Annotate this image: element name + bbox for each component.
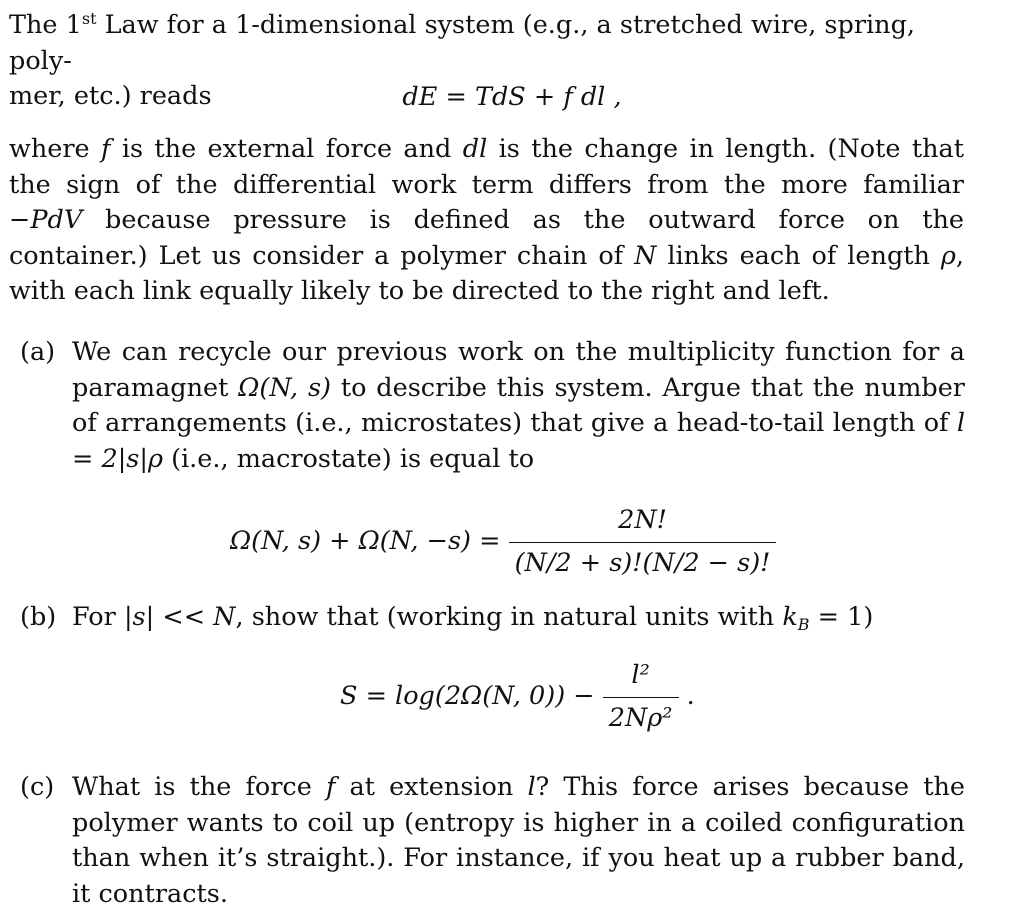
description-paragraph: where f is the external force and dl is the change in length. (Note that the sign of the differential work term differs from the more familiar −PdV because pressure is defined as the outward force on the container.) Let us consider a polymer chain of N links each of length ρ, with each link equally likely to be directed to the right and left. [9,134,964,306]
intro-text-1b: Law for a 1-dimensional system (e.g., a stretched wire, spring, poly- [9,10,916,76]
entropy-eq-tail: . [686,681,695,711]
part-c-label: (c) [20,772,55,802]
entropy-equation [340,658,695,736]
part-a [20,335,965,477]
multiplicity-eq-lhs: Ω(N, s) + Ω(N, −s) = [230,526,501,556]
symbol-n: N [634,240,657,271]
part-b-text: For |s| << N, show that (working in natural units with $k_B = 1$) [72,602,874,634]
symbol-s-ll-n: |s| << N [123,602,236,632]
multiplicity-numerator: 2N! [509,503,777,543]
part-b-label: (b) [20,602,57,632]
symbol-f-c: f [325,772,336,802]
multiplicity-equation [230,503,776,581]
part-c [20,770,965,912]
entropy-fraction [603,658,679,736]
multiplicity-fraction [509,503,777,581]
part-a-label: (a) [20,337,56,367]
part-b [20,600,965,636]
entropy-denominator: 2Nρ² [608,702,673,733]
symbol-kb: k [782,602,798,632]
symbol-kb-sub: B [797,615,810,634]
symbol-f: f [101,134,111,164]
symbol-rho: ρ [940,240,956,271]
first-law-equation: dE = TdS + f dl , [402,82,622,112]
symbol-dl: dl [462,134,488,164]
symbol-kb-eq: = 1 [809,602,864,632]
symbol-omega-ns: Ω(N, s) [238,372,331,403]
intro-text-1a: The 1 [9,10,82,40]
intro-superscript: st [81,9,97,28]
part-c-text: What is the force f at extension l? This force arises because the polymer wants to coil up (entropy is higher in a coiled configuration than when it’s straight.). For instance, if you heat up a rubber band, it contracts. [72,772,965,909]
part-a-text: We can recycle our previous work on the multiplicity function for a paramagnet Ω(N, s) to describe this system. Argue that the number of arrangements (i.e., microstates) that give a head-to-tail length of l = 2|s|ρ (i.e., macrostate) is equal to [72,337,965,474]
symbol-l: l [527,772,536,802]
entropy-numerator: l² [603,658,679,698]
symbol-l-eq: l = 2|s|ρ [72,408,965,474]
multiplicity-denominator: (N/2 + s)!(N/2 − s)! [514,547,771,578]
symbol-pdv: −PdV [9,205,83,235]
entropy-eq-lhs: S = log(2Ω(N, 0)) − [340,681,595,711]
intro-text-2: mer, etc.) reads [9,81,212,111]
